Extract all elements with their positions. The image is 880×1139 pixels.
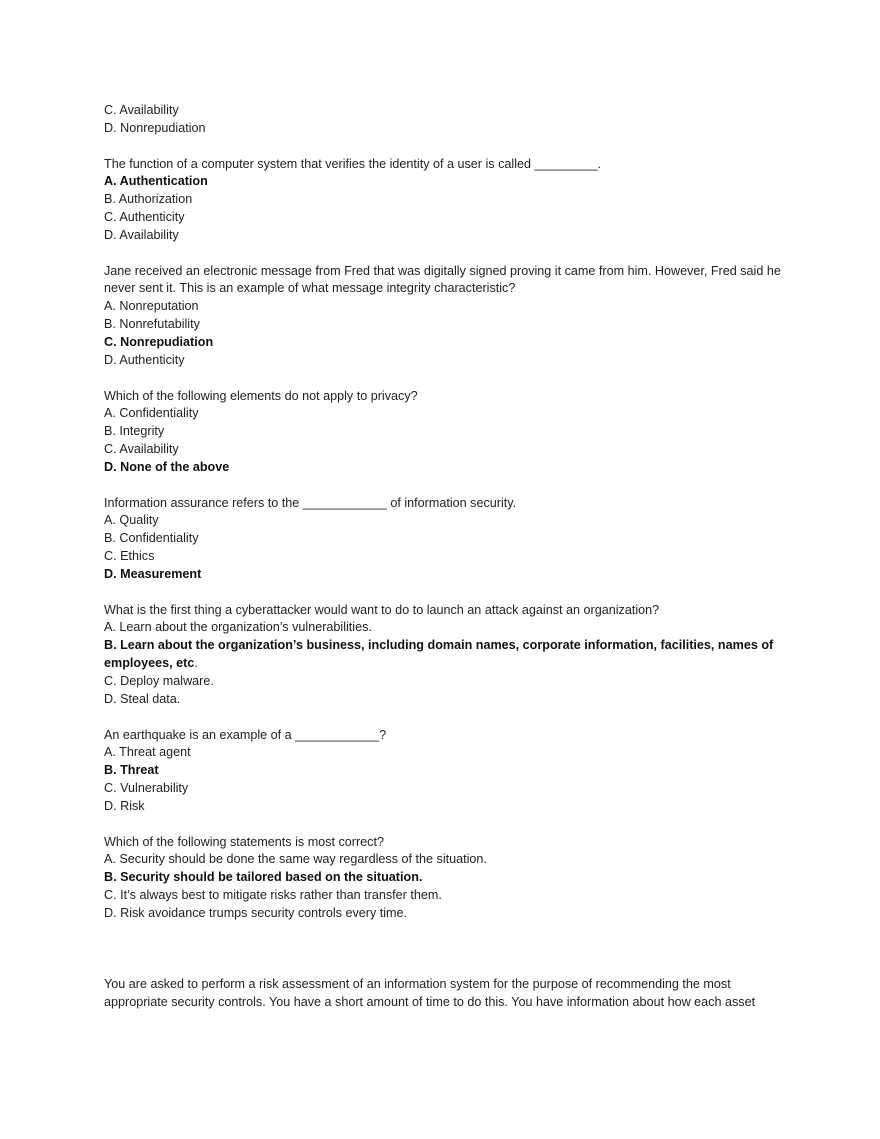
option-text: D. Measurement (104, 566, 202, 581)
correct-answer-option (104, 637, 784, 673)
option-text: C. Vulnerability (104, 781, 189, 796)
option-text: B. Nonrefutability (104, 317, 200, 332)
answer-option (104, 851, 784, 869)
answer-option (104, 905, 784, 923)
option-text: A. Security should be done the same way regardless of the situation. (104, 852, 487, 867)
option-text: D. None of the above (104, 459, 230, 474)
option-text: B. Learn about the organization’s business, including domain names, corporate information, facilities, names of employees, etc (104, 638, 774, 671)
option-text: A. Authentication (104, 174, 208, 189)
option-text: D. Authenticity (104, 352, 185, 367)
correct-answer-option (104, 173, 784, 191)
answer-option (104, 405, 784, 423)
option-text: B. Integrity (104, 424, 165, 439)
option-text: B. Threat (104, 763, 159, 778)
answer-option (104, 744, 784, 762)
answer-option (104, 191, 784, 209)
option-text: A. Quality (104, 513, 159, 528)
question-block (104, 156, 784, 245)
option-text: A. Learn about the organization’s vulnerabilities. (104, 620, 372, 635)
answer-option (104, 227, 784, 245)
option-text: C. It’s always best to mitigate risks rather than transfer them. (104, 888, 442, 903)
correct-answer-option (104, 334, 784, 352)
answer-option (104, 316, 784, 334)
answer-option (104, 673, 784, 691)
answer-option (104, 798, 784, 816)
answer-option (104, 298, 784, 316)
option-text: D. Steal data. (104, 691, 181, 706)
option-text: D. Availability (104, 227, 179, 242)
correct-answer-option (104, 762, 784, 780)
question-block (104, 727, 784, 816)
answer-option (104, 530, 784, 548)
question-text: The function of a computer system that verifies the identity of a user is called _________. (104, 156, 602, 171)
option-text: C. Authenticity (104, 210, 185, 225)
document-page (104, 102, 784, 1030)
question-text: Which of the following statements is most correct? (104, 834, 384, 849)
option-text: C. Deploy malware. (104, 674, 214, 688)
answer-option (104, 780, 784, 798)
question-text: An earthquake is an example of a ____________? (104, 727, 387, 742)
question-block (104, 263, 784, 370)
correct-answer-option (104, 566, 784, 584)
option-text: B. Security should be tailored based on the situation. (104, 870, 423, 885)
question-text: What is the first thing a cyberattacker would want to do to launch an attack against an organization? (104, 602, 660, 617)
question-text: Jane received an electronic message from Fred that was digitally signed proving it came from him. However, Fred said he never sent it. This is an example of what message integrity characteristic? (104, 263, 781, 296)
question-text: Information assurance refers to the ____________ of information security. (104, 495, 517, 510)
option-text: D. Risk avoidance trumps security controls every time. (104, 905, 408, 920)
answer-option (104, 102, 784, 120)
option-text: A. Threat agent (104, 745, 191, 760)
option-text: B. Confidentiality (104, 531, 199, 546)
question-block (104, 388, 784, 477)
option-text: C. Availability (104, 442, 179, 457)
question-text: Which of the following elements do not apply to privacy? (104, 388, 418, 403)
question-block (104, 976, 784, 1012)
answer-option (104, 619, 784, 637)
question-block (104, 602, 784, 709)
answer-option (104, 512, 784, 530)
correct-answer-option (104, 869, 784, 887)
answer-option (104, 209, 784, 227)
question-text: You are asked to perform a risk assessment of an information system for the purpose of recommending the most appropriate security controls. You have a short amount of time to do this. You have information about how each asset (104, 977, 756, 1010)
answer-option (104, 441, 784, 459)
question-block (104, 495, 784, 584)
option-text: C. Availability (104, 103, 179, 117)
answer-option (104, 120, 784, 138)
option-text: D. Risk (104, 798, 145, 813)
correct-answer-option (104, 459, 784, 477)
answer-option (104, 691, 784, 709)
option-text: C. Ethics (104, 549, 155, 564)
answer-option (104, 887, 784, 905)
answer-option (104, 548, 784, 566)
answer-option (104, 352, 784, 370)
option-suffix: . (194, 656, 198, 671)
question-block (104, 102, 784, 138)
option-text: A. Nonreputation (104, 299, 199, 314)
option-text: C. Nonrepudiation (104, 334, 214, 349)
question-block (104, 834, 784, 923)
option-text: A. Confidentiality (104, 406, 199, 421)
option-text: B. Authorization (104, 192, 193, 207)
blank-space (104, 941, 784, 977)
answer-option (104, 423, 784, 441)
option-text: D. Nonrepudiation (104, 120, 206, 135)
